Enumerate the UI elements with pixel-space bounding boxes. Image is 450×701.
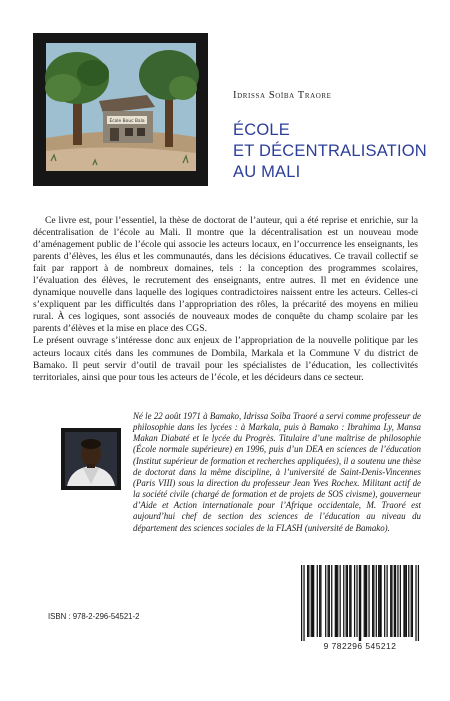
- title-line: AU MALI: [233, 163, 301, 181]
- barcode-bars: [299, 563, 421, 641]
- author-name: Idrissa Soïba Traore: [233, 90, 332, 101]
- isbn-number: ISBN : 978-2-296-54521-2: [48, 612, 140, 621]
- author-portrait: [61, 428, 121, 490]
- summary-paragraph: Le présent ouvrage s’intéresse donc aux enjeux de l’appropriation de la nouvelle politique par les acteurs locaux cités dans les communes de Dombila, Markala et la Commune V du district de Bamako. Il peut servir d’outil de travail pour les spécialistes de l’éducation, les collectivités territoriales, ainsi que pour tous les acteurs de l’école, et les décideurs dans ce secteur.: [33, 335, 418, 383]
- barcode: [299, 563, 421, 661]
- author-biography: [133, 411, 421, 534]
- title-line: ET DÉCENTRALISATION: [233, 142, 427, 160]
- book-title: [233, 120, 438, 183]
- author-photo: [61, 428, 121, 490]
- back-cover-summary: [33, 215, 418, 384]
- school-painting: [33, 33, 208, 186]
- summary-paragraph: Ce livre est, pour l’essentiel, la thèse de doctorat de l’auteur, qui a été reprise et enrichie, sur la décentralisation de l’école au Mali. Il montre que la décentralisation est un nouveau mode d’aménagement public de l’école qui associe les acteurs locaux, en l’occurrence les enseignants, les parents d’élèves, les élus et les communautés, dans les décisions éducatives. Ce travail collectif se fait par rapport à de nombreux domaines, tels : la conception des programmes scolaires, l’évaluation des élèves, le recrutement des enseignants, entre autres. Il met en évidence une dynamique nouvelle dans laquelle des logiques contradictoires naissent entre les acteurs. Celles-ci s’expliquent par les difficultés dans l’appropriation des rôles, la précarité des moyens en milieu rural. À ces logiques, sont associés de nouveaux modes de conquête du champ scolaire par les parents d’élèves et la mise en place des CGS.: [33, 215, 418, 335]
- barcode-digits: 9 782296 545212: [323, 641, 397, 651]
- bio-text: Né le 22 août 1971 à Bamako, Idrissa Soïba Traoré a servi comme professeur de philosophie dans les lycées : à Markala, puis à Bamako : Ibrahima Ly, Mansa Makan Diabaté et le lycée du Progrès. Titulaire d’une maîtrise de philosophie (École normale supérieure) en 1996, puis d’un DEA en sciences de l’éducation (Institut supérieur de formation et recherches appliquées), il a soutenu une thèse de doctorat dans la même discipline, à l’université de Saint-Denis-Vincennes (Paris VIII) sous la direction du professeur Jean Yves Rochex. Militant actif de la société civile (chargé de formation et de projets de SOS civisme), gouverneur d’Aide et Action internationale pour l’Afrique occidentale, M. Traoré est aujourd’hui chef de section des sciences de l’éducation au niveau du département des sciences sociales de la FLASH (université de Bamako).: [133, 411, 421, 533]
- cover-illustration: [33, 33, 208, 186]
- school-sign: École Bouc Bala: [109, 119, 145, 124]
- title-line: ÉCOLE: [233, 121, 290, 139]
